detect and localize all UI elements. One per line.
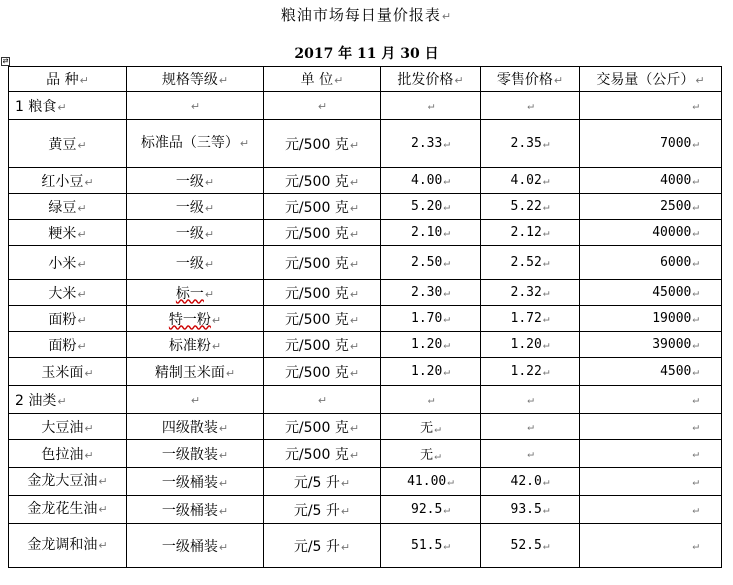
retail-price-cell: 2.35↵ <box>481 120 580 168</box>
product-name-cell: 大米↵ <box>9 280 127 306</box>
table-row <box>9 358 722 386</box>
spec-cell: 一级桶装↵ <box>127 496 264 524</box>
wholesale-price-cell: 4.00↵ <box>381 168 481 194</box>
product-name-cell: 粳米↵ <box>9 220 127 246</box>
product-name-cell: 金龙大豆油↵ <box>9 468 127 496</box>
retail-price-cell: ↵ <box>481 440 580 468</box>
product-name-cell: 1 粮食↵ <box>9 92 127 120</box>
product-name-cell: 色拉油↵ <box>9 440 127 468</box>
product-name-cell: 玉米面↵ <box>9 358 127 386</box>
header-cell: 交易量（公斤）↵ <box>580 67 722 92</box>
table-header-row <box>9 67 722 92</box>
table-row <box>9 168 722 194</box>
table-row <box>9 414 722 440</box>
volume-cell: 40000↵ <box>580 220 722 246</box>
volume-cell: ↵ <box>580 496 722 524</box>
volume-cell: 39000↵ <box>580 332 722 358</box>
table-row <box>9 220 722 246</box>
spec-cell: 一级↵ <box>127 194 264 220</box>
spec-cell: ↵ <box>127 386 264 414</box>
retail-price-cell: 1.20↵ <box>481 332 580 358</box>
retail-price-cell: ↵ <box>481 414 580 440</box>
unit-cell: 元/5 升↵ <box>264 524 381 568</box>
spec-cell: 特一粉↵ <box>127 306 264 332</box>
unit-cell: 元/500 克↵ <box>264 220 381 246</box>
volume-cell: ↵ <box>580 386 722 414</box>
table-row <box>9 280 722 306</box>
volume-cell: 6000↵ <box>580 246 722 280</box>
wholesale-price-cell: 1.20↵ <box>381 358 481 386</box>
report-title-text: 粮油市场每日量价报表 <box>280 6 441 24</box>
retail-price-cell: 52.5↵ <box>481 524 580 568</box>
product-name-cell: 面粉↵ <box>9 332 127 358</box>
price-table-body <box>9 67 722 568</box>
spec-cell: ↵ <box>127 92 264 120</box>
table-row <box>9 468 722 496</box>
product-name-cell: 金龙花生油↵ <box>9 496 127 524</box>
spec-cell: 一级↵ <box>127 168 264 194</box>
retail-price-cell: ↵ <box>481 386 580 414</box>
wholesale-price-cell: 2.33↵ <box>381 120 481 168</box>
volume-cell: 7000↵ <box>580 120 722 168</box>
header-cell: 品 种↵ <box>9 67 127 92</box>
report-date <box>0 43 733 63</box>
wholesale-price-cell: 无↵ <box>381 440 481 468</box>
product-name-cell: 黄豆↵ <box>9 120 127 168</box>
volume-cell: ↵ <box>580 440 722 468</box>
wholesale-price-cell: 51.5↵ <box>381 524 481 568</box>
unit-cell: 元/5 升↵ <box>264 468 381 496</box>
table-row <box>9 332 722 358</box>
header-cell: 单 位↵ <box>264 67 381 92</box>
table-move-handle-icon[interactable]: ⇄ <box>2 57 9 65</box>
header-cell: 规格等级↵ <box>127 67 264 92</box>
unit-cell: 元/500 克↵ <box>264 246 381 280</box>
unit-cell: 元/500 克↵ <box>264 194 381 220</box>
retail-price-cell: 5.22↵ <box>481 194 580 220</box>
spec-cell: 一级散装↵ <box>127 440 264 468</box>
retail-price-cell: 1.22↵ <box>481 358 580 386</box>
product-name-cell: 红小豆↵ <box>9 168 127 194</box>
product-name-cell: 2 油类↵ <box>9 386 127 414</box>
unit-cell: 元/500 克↵ <box>264 306 381 332</box>
spec-cell: 标准品（三等）↵ <box>127 120 264 168</box>
unit-cell: 元/500 克↵ <box>264 414 381 440</box>
spec-cell: 标准粉↵ <box>127 332 264 358</box>
product-name-cell: 金龙调和油↵ <box>9 524 127 568</box>
wholesale-price-cell: ↵ <box>381 386 481 414</box>
report-date-text: 2017 年 11 月 30 日 <box>294 46 439 62</box>
wholesale-price-cell: 1.70↵ <box>381 306 481 332</box>
header-cell: 零售价格↵ <box>481 67 580 92</box>
table-row <box>9 386 722 414</box>
spec-cell: 一级桶装↵ <box>127 524 264 568</box>
spec-cell: 四级散装↵ <box>127 414 264 440</box>
report-title: 粮油市场每日量价报表↵ <box>280 6 453 24</box>
spec-cell: 一级↵ <box>127 246 264 280</box>
volume-cell: ↵ <box>580 414 722 440</box>
volume-cell: 45000↵ <box>580 280 722 306</box>
retail-price-cell: 2.12↵ <box>481 220 580 246</box>
table-row <box>9 246 722 280</box>
table-row <box>9 496 722 524</box>
retail-price-cell: 1.72↵ <box>481 306 580 332</box>
wholesale-price-cell: 2.30↵ <box>381 280 481 306</box>
volume-cell: ↵ <box>580 468 722 496</box>
retail-price-cell: 2.52↵ <box>481 246 580 280</box>
unit-cell: 元/500 克↵ <box>264 168 381 194</box>
product-name-cell: 面粉↵ <box>9 306 127 332</box>
wholesale-price-cell: 41.00↵ <box>381 468 481 496</box>
retail-price-cell: 2.32↵ <box>481 280 580 306</box>
unit-cell: 元/500 克↵ <box>264 440 381 468</box>
product-name-cell: 绿豆↵ <box>9 194 127 220</box>
volume-cell: 2500↵ <box>580 194 722 220</box>
retail-price-cell: 93.5↵ <box>481 496 580 524</box>
wholesale-price-cell: 2.10↵ <box>381 220 481 246</box>
unit-cell: 元/500 克↵ <box>264 280 381 306</box>
spec-cell: 一级桶装↵ <box>127 468 264 496</box>
spec-cell: 精制玉米面↵ <box>127 358 264 386</box>
unit-cell: ↵ <box>264 92 381 120</box>
table-row <box>9 92 722 120</box>
retail-price-cell: 4.02↵ <box>481 168 580 194</box>
wholesale-price-cell: 无↵ <box>381 414 481 440</box>
volume-cell: ↵ <box>580 524 722 568</box>
wholesale-price-cell: 92.5↵ <box>381 496 481 524</box>
unit-cell: 元/5 升↵ <box>264 496 381 524</box>
volume-cell: ↵ <box>580 92 722 120</box>
table-row <box>9 306 722 332</box>
unit-cell: 元/500 克↵ <box>264 358 381 386</box>
spec-cell: 标一↵ <box>127 280 264 306</box>
volume-cell: 4500↵ <box>580 358 722 386</box>
volume-cell: 4000↵ <box>580 168 722 194</box>
volume-cell: 19000↵ <box>580 306 722 332</box>
spec-cell: 一级↵ <box>127 220 264 246</box>
unit-cell: ↵ <box>264 386 381 414</box>
product-name-cell: 大豆油↵ <box>9 414 127 440</box>
table-row <box>9 524 722 568</box>
price-table <box>8 66 722 568</box>
table-row <box>9 440 722 468</box>
retail-price-cell: 42.0↵ <box>481 468 580 496</box>
unit-cell: 元/500 克↵ <box>264 332 381 358</box>
wholesale-price-cell: ↵ <box>381 92 481 120</box>
header-cell: 批发价格↵ <box>381 67 481 92</box>
unit-cell: 元/500 克↵ <box>264 120 381 168</box>
product-name-cell: 小米↵ <box>9 246 127 280</box>
wholesale-price-cell: 2.50↵ <box>381 246 481 280</box>
table-row <box>9 120 722 168</box>
wholesale-price-cell: 5.20↵ <box>381 194 481 220</box>
retail-price-cell: ↵ <box>481 92 580 120</box>
wholesale-price-cell: 1.20↵ <box>381 332 481 358</box>
table-row <box>9 194 722 220</box>
